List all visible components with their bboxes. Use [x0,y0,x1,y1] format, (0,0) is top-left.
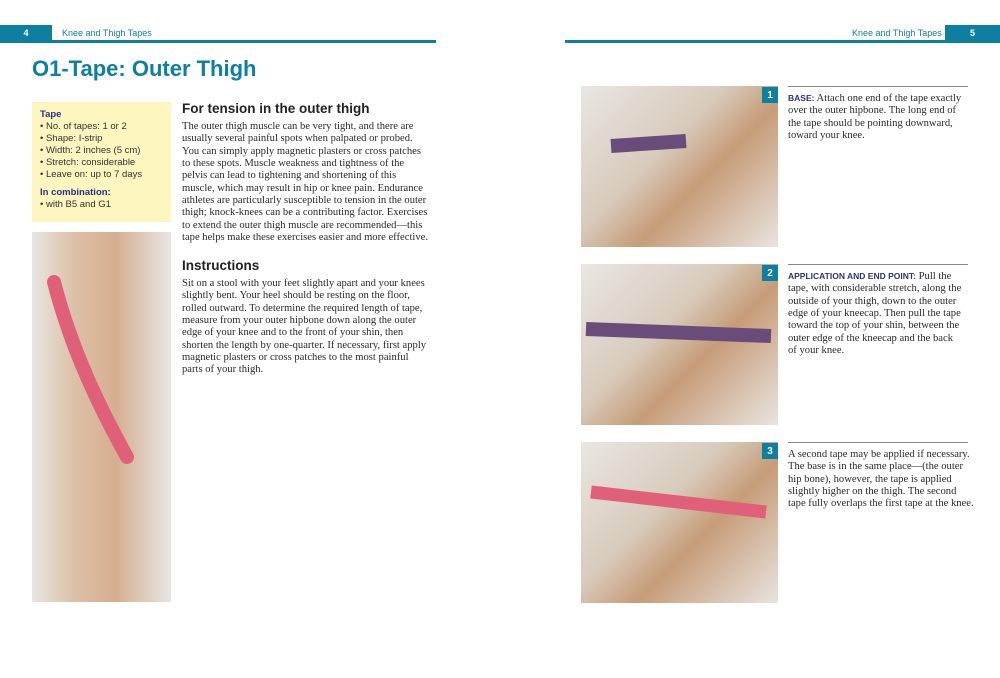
tape-item: • Width: 2 inches (5 cm) [40,145,141,156]
tape-item: • No. of tapes: 1 or 2 [40,121,127,132]
step-1-text: BASE: Attach one end of the tape exactly over the outer hipbone. The long end of the tape should be pointing downward, toward your knee. [788,86,968,142]
running-head: Knee and Thigh Tapes [62,28,152,38]
tape-item: • Leave on: up to 7 days [40,169,143,180]
tape-illustration [32,232,171,602]
combination-item: • with B5 and G1 [40,199,111,210]
instructions-heading: Instructions [182,258,260,273]
tape-heading: Tape [40,109,62,120]
tape-item: • Stretch: considerable [40,157,136,168]
step-number-badge: 1 [762,87,778,103]
section-text: The outer thigh muscle can be very tight, and there are usually several painful spots when palpated or probed. You can simply apply magnetic plasters or cross patches to these spots. Muscle weakness and tightness of the pelvis can lead to tightening and shortening of this muscle, which may result in hip or knee pain. Endurance athletes are particularly susceptible to tension in the outer thigh; knock-knees can be a contributing factor. Exercises to extend the outer thigh muscle are recommended—this tape helps make these exercises easier and more effective. [182,121,428,244]
page-number: 5 [945,25,1000,41]
tape-info-box [32,102,171,222]
step-2-photo [581,264,778,425]
step-3-text: A second tape may be applied if necessary. The base is in the same place—(the outer hip bone), however, the tape is applied slightly higher on the thigh. The second tape fully overlaps the first tape at the knee. [788,442,968,511]
tape-item: • Shape: I-strip [40,133,103,144]
section-heading: For tension in the outer thigh [182,101,370,116]
step-2-text: APPLICATION AND END POINT: Pull the tape, with considerable stretch, along the outside of your thigh, down to the outer edge of your kneecap. Then pull the tape toward the top of your shin, between the outer edge of the kneecap and the back of your knee. [788,264,968,357]
instructions-text: Sit on a stool with your feet slightly apart and your knees slightly bent. Your heel should be resting on the floor, rolled outward. To determine the required length of tape, measure from your outer hipbone down along the outer edge of your knee and to the front of your shin, then shorten the length by one-quarter. If necessary, first apply magnetic plasters or cross patches to the most painful parts of your thigh. [182,278,427,376]
combination-heading: In combination: [40,187,111,198]
header-rule [0,40,436,43]
step-number-badge: 2 [762,265,778,281]
running-head: Knee and Thigh Tapes [852,28,942,38]
header-rule [565,40,1000,43]
leg-tape-photo [32,232,171,602]
page-number: 4 [0,25,52,41]
page-title: O1-Tape: Outer Thigh [32,56,257,81]
step-number-badge: 3 [762,443,778,459]
step-3-photo [581,442,778,603]
step-1-photo [581,86,778,247]
